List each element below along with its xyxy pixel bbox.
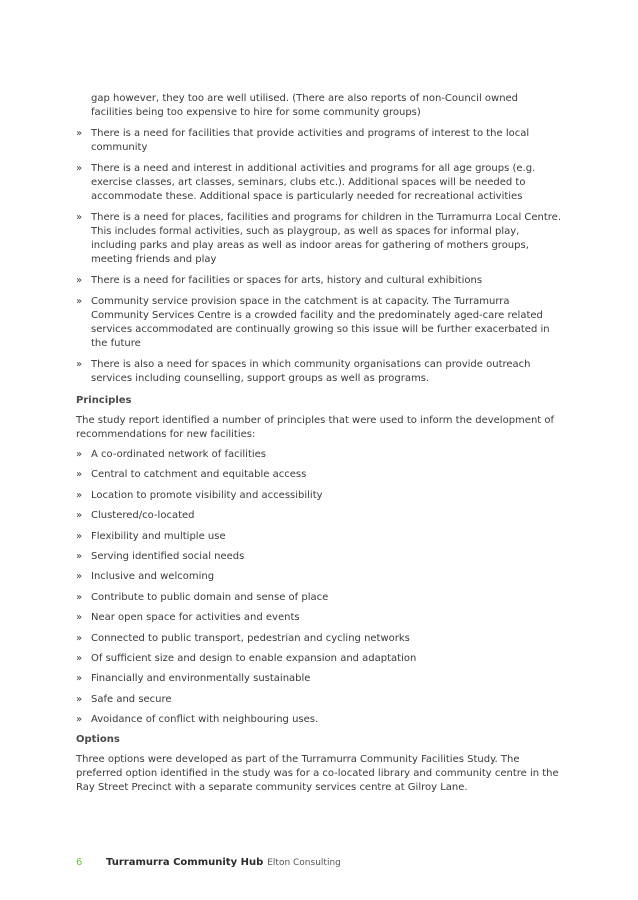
- list-item: » There is a need for facilities that provide activities and programs of interest to the local community: [76, 128, 530, 153]
- needs-list: [76, 127, 562, 386]
- author-name: Elton Consulting: [267, 858, 341, 868]
- principles-list: [76, 448, 562, 727]
- bullet-icon: »: [76, 212, 83, 223]
- list-item: » There is a need and interest in additional activities and programs for all age groups (e.g. exercise classes, art classes, seminars, clubs etc.). Additional spaces will be needed to accommodate these. Additional space is particularly needed for recreational activities: [76, 163, 536, 202]
- list-item: » Inclusive and welcoming: [76, 571, 215, 583]
- list-item: » Flexibility and multiple use: [76, 530, 226, 542]
- bullet-icon: »: [76, 128, 83, 139]
- bullet-icon: »: [76, 612, 83, 624]
- page-number: 6: [76, 857, 83, 868]
- bullet-icon: »: [76, 359, 83, 370]
- options-body: Three options were developed as part of the Turramurra Community Facilities Study. The preferred option identified in the study was for a co-located library and community centre in the Ray Street Precinct with a separate community services centre at Gilroy Lane.: [76, 754, 559, 794]
- continuation-text: gap however, they too are well utilised. (There are also reports of non-Council owned facilities being too expensive to hire for some community groups): [91, 93, 519, 118]
- list-item: » Connected to public transport, pedestrian and cycling networks: [76, 632, 410, 644]
- bullet-icon: »: [76, 550, 83, 562]
- bullet-icon: »: [76, 530, 83, 542]
- bullet-icon: »: [76, 489, 83, 501]
- list-item: » Contribute to public domain and sense of place: [76, 591, 329, 603]
- principles-heading: Principles: [76, 395, 132, 406]
- list-item: » There is a need for places, facilities and programs for children in the Turramurra Local Centre. This includes formal activities, such as playgroup, as well as spaces for informal play, including parks and play areas as well as indoor areas for gathering of mothers groups, meeting friends and play: [76, 212, 562, 265]
- list-item: » Near open space for activities and events: [76, 612, 300, 624]
- list-item: » Serving identified social needs: [76, 550, 245, 562]
- bullet-icon: »: [76, 163, 83, 174]
- page-content: [76, 92, 562, 795]
- list-item: » Central to catchment and equitable access: [76, 469, 307, 481]
- bullet-icon: »: [76, 449, 83, 460]
- list-item: » Community service provision space in the catchment is at capacity. The Turramurra Community Services Centre is a crowded facility and the predominately aged-care related services accommodated are continually growing so this issue will be further exacerbated in the future: [76, 296, 550, 349]
- bullet-icon: »: [76, 632, 83, 644]
- page-footer: [76, 856, 341, 870]
- options-heading: Options: [76, 734, 120, 746]
- bullet-icon: »: [76, 714, 83, 726]
- list-item: » Avoidance of conflict with neighbouring uses.: [76, 714, 319, 726]
- bullet-icon: »: [76, 275, 83, 286]
- list-item: » There is a need for facilities or spaces for arts, history and cultural exhibitions: [76, 275, 483, 286]
- bullet-icon: »: [76, 469, 83, 481]
- bullet-icon: »: [76, 652, 83, 664]
- bullet-icon: »: [76, 693, 83, 705]
- list-item: » Clustered/co-located: [76, 510, 195, 522]
- list-item: » Financially and environmentally sustainable: [76, 673, 311, 685]
- principles-intro: The study report identified a number of principles that were used to inform the development of recommendations for new facilities:: [76, 415, 555, 440]
- list-item: » Safe and secure: [76, 693, 172, 705]
- list-item: » Of sufficient size and design to enable expansion and adaptation: [76, 652, 417, 664]
- list-item: » A co-ordinated network of facilities: [76, 449, 267, 460]
- bullet-icon: »: [76, 296, 83, 307]
- bullet-icon: »: [76, 510, 83, 522]
- bullet-icon: »: [76, 591, 83, 603]
- document-title: Turramurra Community Hub: [106, 857, 264, 868]
- list-item: » Location to promote visibility and accessibility: [76, 489, 323, 501]
- bullet-icon: »: [76, 673, 83, 685]
- bullet-icon: »: [76, 571, 83, 583]
- list-item: » There is also a need for spaces in which community organisations can provide outreach services including counselling, support groups as well as programs.: [76, 359, 531, 384]
